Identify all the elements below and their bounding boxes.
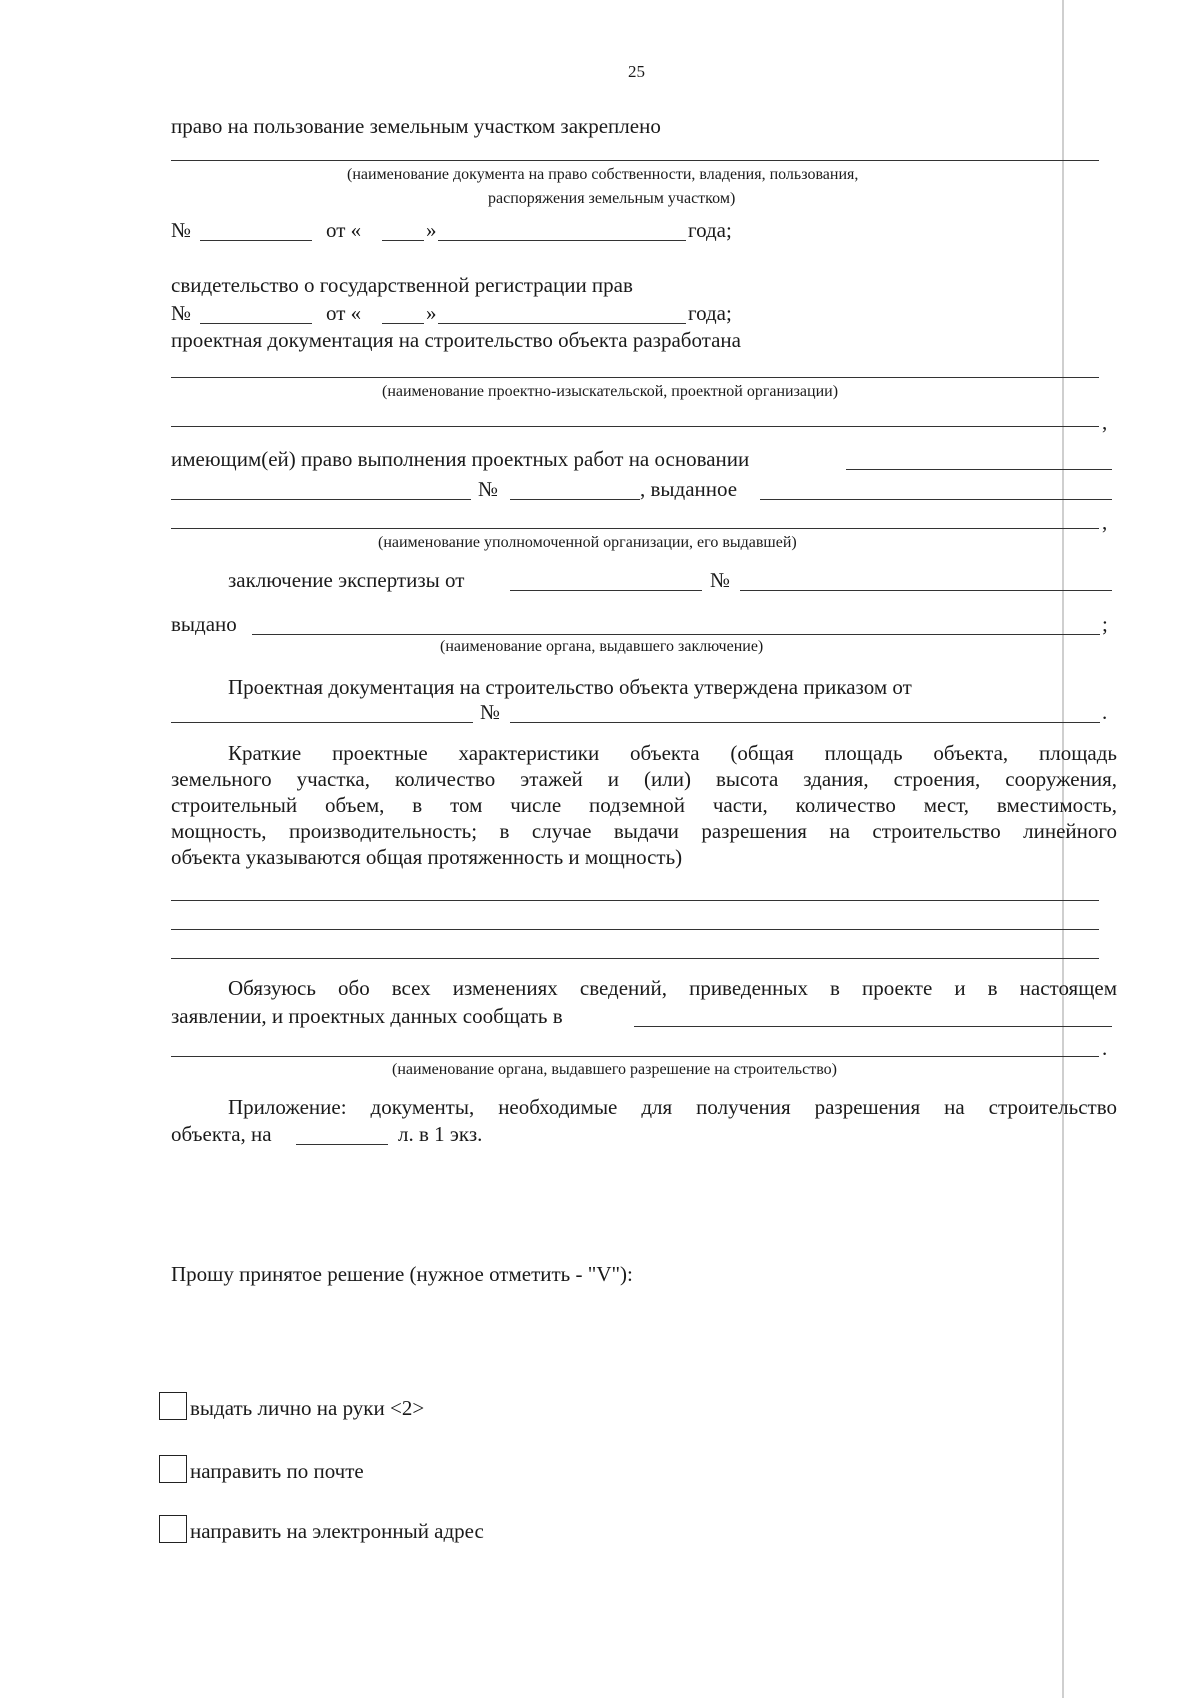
rights-no-label: № [478,477,499,501]
land-caption-1: (наименование документа на право собственности, владения, пользования, [347,166,859,183]
land-rights-intro: право на пользование земельным участком закреплено [171,114,661,138]
approval-number-field[interactable] [510,722,1100,723]
land-number-field[interactable] [200,240,312,241]
issued-semicolon: ; [1102,612,1108,636]
option-in-person: выдать лично на руки <2> [190,1396,425,1420]
commitment-period: . [1102,1036,1108,1060]
attachment-line-1-wrap [171,1094,1117,1120]
certificate-from-label: от « [326,301,362,325]
rights-basis-field[interactable] [846,469,1112,470]
land-date-field[interactable] [438,240,686,241]
characteristics-paragraph [171,740,1117,870]
rights-number-field[interactable] [510,499,640,500]
commitment-line-1: Обязуюсь обо всех изменениях сведений, приведенных в проекте и в настоящем [228,976,1117,1000]
checkbox-by-email[interactable] [159,1515,187,1543]
land-day-field[interactable] [382,240,424,241]
issued-caption: (наименование органа, выдавшего заключение) [440,638,764,655]
rights-issued-label: , выданное [640,477,738,501]
checkbox-by-mail[interactable] [159,1455,187,1483]
commitment-line-1-wrap [171,975,1117,1001]
project-docs-title: проектная документация на строительство объекта разработана [171,328,741,352]
checkbox-in-person[interactable] [159,1392,187,1420]
expertise-text: заключение экспертизы от [228,568,465,592]
project-org-line-2[interactable] [171,426,1099,427]
certificate-no-label: № [171,301,192,325]
expertise-date-field[interactable] [510,590,702,591]
commitment-caption: (наименование органа, выдавшего разрешение на строительство) [392,1061,837,1078]
characteristics-field-3[interactable] [171,958,1099,959]
rights-caption: (наименование уполномоченной организации, его выдавшей) [378,534,797,551]
characteristics-line: земельного участка, количество этажей и (или) высота здания, строения, сооружения, [171,767,1117,791]
rights-text: имеющим(ей) право выполнения проектных работ на основании [171,447,750,471]
land-no-label: № [171,218,192,242]
approval-text: Проектная документация на строительство объекта утверждена приказом от [228,675,912,699]
characteristics-field-1[interactable] [171,900,1099,901]
expertise-number-field[interactable] [740,590,1112,591]
attachment-line-1: Приложение: документы, необходимые для получения разрешения на строительство [228,1095,1117,1119]
commitment-organ-line-2[interactable] [171,1056,1099,1057]
characteristics-line: строительный объем, в том числе подземной части, количество мест, вместимость, [171,793,1117,817]
characteristics-field-2[interactable] [171,929,1099,930]
attachment-line-2b: л. в 1 экз. [398,1122,483,1146]
characteristics-line: мощность, производительность; в случае выдачи разрешения на строительство линейного [171,819,1117,843]
commitment-organ-field[interactable] [634,1026,1112,1027]
attachment-pages-field[interactable] [296,1144,388,1145]
project-org-comma: , [1102,410,1108,434]
issued-label: выдано [171,612,237,636]
land-quote-close: » [426,218,437,242]
rights-issuer-line-2[interactable] [171,528,1099,529]
certificate-title: свидетельство о государственной регистрации прав [171,273,633,297]
rights-issuer-field[interactable] [760,499,1112,500]
certificate-year-label: года; [688,301,732,325]
approval-no-label: № [480,700,501,724]
option-by-email: направить на электронный адрес [190,1519,484,1543]
certificate-quote-close: » [426,301,437,325]
project-org-line[interactable] [171,377,1099,378]
characteristics-line: Краткие проектные характеристики объекта (общая площадь объекта, площадь [228,741,1117,765]
project-org-caption: (наименование проектно-изыскательской, проектной организации) [382,383,839,400]
certificate-day-field[interactable] [382,323,424,324]
approval-period: . [1102,700,1108,724]
decision-prompt: Прошу принятое решение (нужное отметить - "V"): [171,1262,633,1286]
approval-date-field[interactable] [171,722,473,723]
certificate-number-field[interactable] [200,323,312,324]
rights-comma: , [1102,510,1108,534]
expertise-no-label: № [710,568,731,592]
issued-organ-field[interactable] [252,634,1100,635]
land-caption-2: распоряжения земельным участком) [488,190,736,207]
land-from-label: от « [326,218,362,242]
rights-doc-field[interactable] [171,499,471,500]
page-number: 25 [628,62,645,81]
commitment-line-2: заявлении, и проектных данных сообщать в [171,1004,563,1028]
certificate-date-field[interactable] [438,323,686,324]
land-document-line [171,160,1099,161]
characteristics-line: объекта указываются общая протяженность и мощность) [171,845,683,869]
attachment-line-2a: объекта, на [171,1122,272,1146]
land-year-label: года; [688,218,732,242]
option-by-mail: направить по почте [190,1459,364,1483]
